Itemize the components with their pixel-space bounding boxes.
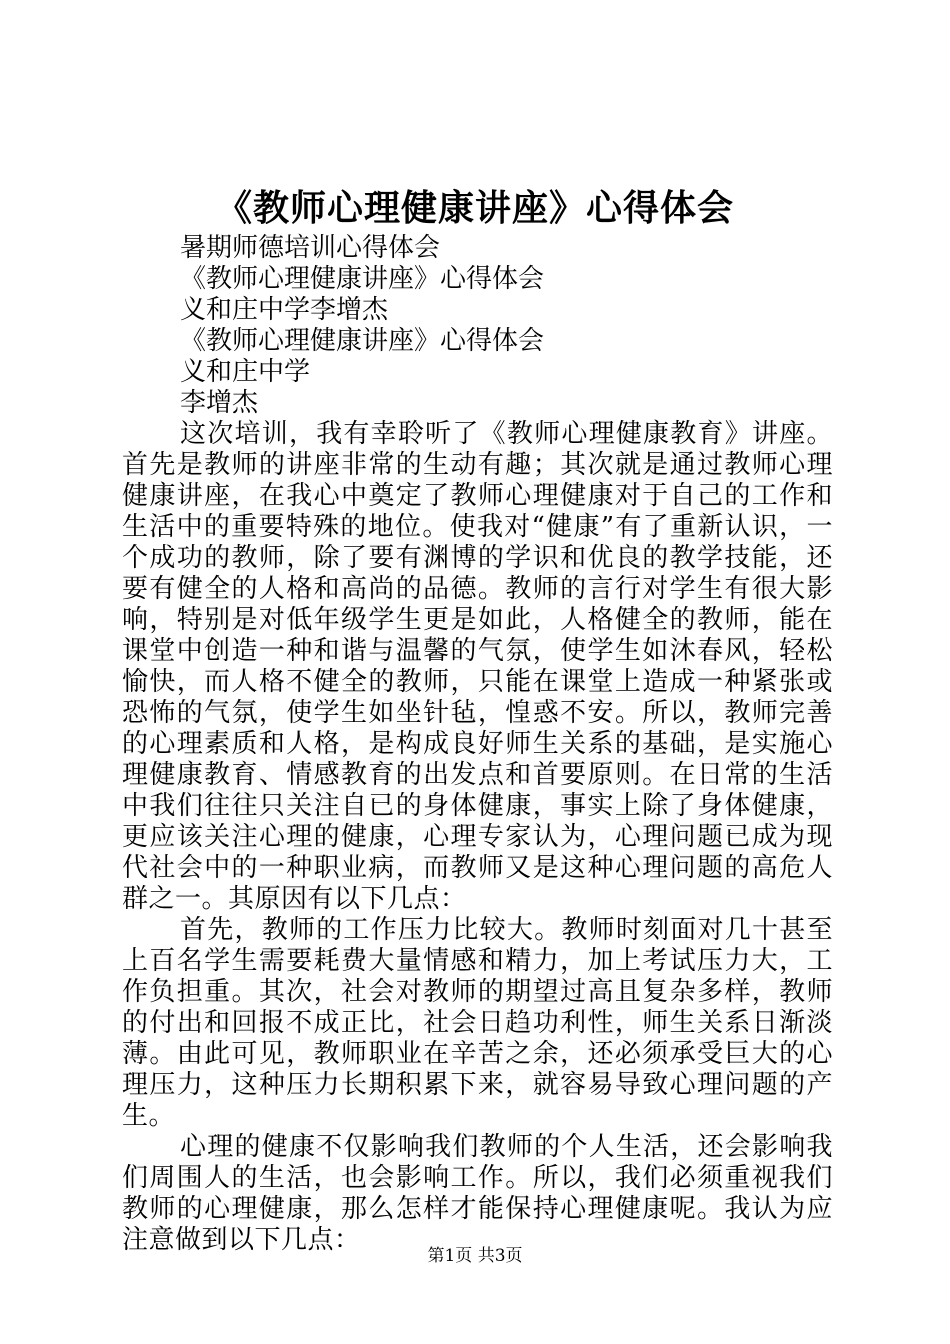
- meta-line-title: 《教师心理健康讲座》心得体会: [180, 264, 545, 294]
- meta-line-school: 义和庄中学: [180, 357, 311, 387]
- meta-line-school-author: 义和庄中学李增杰: [180, 295, 389, 325]
- document-body: [122, 233, 833, 1256]
- document-title: 《教师心理健康讲座》心得体会: [215, 187, 734, 229]
- meta-line-training: 暑期师德培训心得体会: [180, 233, 441, 263]
- page-footer: 第1页 共3页: [427, 1246, 523, 1266]
- meta-line-title-repeat: 《教师心理健康讲座》心得体会: [180, 326, 545, 356]
- meta-line-author: 李增杰: [180, 388, 259, 418]
- paragraph-2: 首先，教师的工作压力比较大。教师时刻面对几十甚至上百名学生需要耗费大量情感和精力，加上考试压力大，工作负担重。其次，社会对教师的期望过高且复杂多样，教师的付出和回报不成正比，社会日趋功利性，师生关系日渐淡薄。由此可见，教师职业在辛苦之余，还必须承受巨大的心理压力，这种压力长期积累下来，就容易导致心理问题的产生。: [122, 915, 833, 1131]
- paragraph-1: 这次培训，我有幸聆听了《教师心理健康教育》讲座。首先是教师的讲座非常的生动有趣；其次就是通过教师心理健康讲座，在我心中奠定了教师心理健康对于自己的工作和生活中的重要特殊的地位。使我对“健康”有了重新认识，一个成功的教师，除了要有渊博的学识和优良的教学技能，还要有健全的人格和高尚的品德。教师的言行对学生有很大影响，特别是对低年级学生更是如此，人格健全的教师，能在课堂中创造一种和谐与温馨的气氛，使学生如沐春风，轻松愉快，而人格不健全的教师，只能在课堂上造成一种紧张或恐怖的气氛，使学生如坐针毡，惶惑不安。所以，教师完善的心理素质和人格，是构成良好师生关系的基础，是实施心理健康教育、情感教育的出发点和首要原则。在日常的生活中我们往往只关注自已的身体健康，事实上除了身体健康，更应该关注心理的健康，心理专家认为，心理问题已成为现代社会中的一种职业病，而教师又是这种心理问题的高危人群之一。其原因有以下几点：: [122, 419, 833, 914]
- paragraph-3: 心理的健康不仅影响我们教师的个人生活，还会影响我们周围人的生活，也会影响工作。所以，我们必须重视我们教师的心理健康，那么怎样才能保持心理健康呢。我认为应注意做到以下几点：: [122, 1132, 833, 1255]
